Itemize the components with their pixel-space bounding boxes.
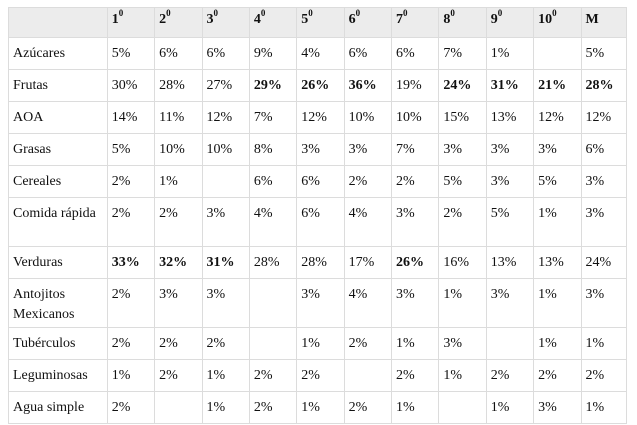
column-header-superscript: 0 bbox=[450, 8, 455, 19]
column-header-label: 9 bbox=[490, 12, 498, 27]
table-cell: 2% bbox=[344, 392, 391, 424]
table-row bbox=[9, 360, 627, 392]
table-cell: 1% bbox=[392, 392, 439, 424]
table-cell: 2% bbox=[107, 328, 154, 360]
column-header-label: 6 bbox=[348, 12, 356, 27]
table-cell: 3% bbox=[392, 198, 439, 247]
table-cell: 13% bbox=[534, 247, 581, 279]
column-header-label: 4 bbox=[253, 12, 261, 27]
table-cell: 6% bbox=[392, 38, 439, 70]
table-cell: 1% bbox=[581, 328, 626, 360]
header-corner bbox=[9, 8, 108, 38]
table-cell: 2% bbox=[486, 360, 533, 392]
table-cell: 8% bbox=[249, 134, 296, 166]
table-cell: 19% bbox=[392, 70, 439, 102]
table-cell: 1% bbox=[534, 279, 581, 328]
table-cell: 3% bbox=[344, 134, 391, 166]
column-header-superscript: 0 bbox=[166, 8, 171, 19]
table-header bbox=[9, 8, 627, 38]
table-cell bbox=[344, 360, 391, 392]
table-cell bbox=[486, 328, 533, 360]
table-cell: 3% bbox=[155, 279, 202, 328]
table-cell: 2% bbox=[107, 198, 154, 247]
table-cell: 2% bbox=[344, 166, 391, 198]
table-cell: 11% bbox=[155, 102, 202, 134]
table-cell: 21% bbox=[534, 70, 581, 102]
table-cell bbox=[249, 279, 296, 328]
table-cell: 3% bbox=[486, 134, 533, 166]
table-cell: 7% bbox=[439, 38, 486, 70]
column-header bbox=[249, 8, 296, 38]
column-header-label: 7 bbox=[396, 12, 404, 27]
row-label: Cereales bbox=[9, 166, 108, 198]
table-cell: 4% bbox=[249, 198, 296, 247]
column-header-superscript: 0 bbox=[552, 8, 557, 19]
table-row bbox=[9, 247, 627, 279]
column-header-superscript: 0 bbox=[497, 8, 503, 19]
table-cell: 6% bbox=[249, 166, 296, 198]
table-cell: 24% bbox=[439, 70, 486, 102]
table-cell: 2% bbox=[534, 360, 581, 392]
table-cell: 2% bbox=[202, 328, 249, 360]
column-header-label: 8 bbox=[443, 12, 451, 27]
column-header bbox=[392, 8, 439, 38]
row-label: Frutas bbox=[9, 70, 108, 102]
table-cell: 2% bbox=[155, 198, 202, 247]
column-header bbox=[486, 8, 533, 38]
table-cell: 29% bbox=[249, 70, 296, 102]
table-cell: 3% bbox=[439, 328, 486, 360]
table-cell: 4% bbox=[344, 279, 391, 328]
table-cell: 27% bbox=[202, 70, 249, 102]
table-cell: 3% bbox=[439, 134, 486, 166]
table-cell: 31% bbox=[486, 70, 533, 102]
row-label: Antojitos Mexicanos bbox=[9, 279, 108, 328]
table-cell: 6% bbox=[202, 38, 249, 70]
table-cell: 1% bbox=[581, 392, 626, 424]
table-cell: 1% bbox=[486, 38, 533, 70]
column-header-label: 5 bbox=[301, 12, 309, 27]
table-cell: 12% bbox=[581, 102, 626, 134]
table-cell: 3% bbox=[486, 166, 533, 198]
table-row bbox=[9, 38, 627, 70]
row-label: Grasas bbox=[9, 134, 108, 166]
table-cell: 2% bbox=[297, 360, 344, 392]
column-header-label: M bbox=[585, 12, 599, 27]
table-cell: 6% bbox=[297, 166, 344, 198]
column-header bbox=[297, 8, 344, 38]
column-header-superscript: 0 bbox=[213, 8, 219, 19]
table-cell: 1% bbox=[202, 392, 249, 424]
column-header bbox=[155, 8, 202, 38]
table-row bbox=[9, 134, 627, 166]
column-header bbox=[439, 8, 486, 38]
table-cell bbox=[155, 392, 202, 424]
row-label: Azúcares bbox=[9, 38, 108, 70]
table-cell: 3% bbox=[297, 279, 344, 328]
table-cell: 7% bbox=[249, 102, 296, 134]
table-cell: 1% bbox=[439, 279, 486, 328]
column-header bbox=[534, 8, 581, 38]
table-cell: 10% bbox=[155, 134, 202, 166]
row-label: Tubérculos bbox=[9, 328, 108, 360]
table-cell: 1% bbox=[486, 392, 533, 424]
table-cell: 4% bbox=[344, 198, 391, 247]
table-cell: 26% bbox=[392, 247, 439, 279]
table-row bbox=[9, 102, 627, 134]
table-cell: 2% bbox=[249, 360, 296, 392]
column-header-superscript: 0 bbox=[355, 8, 361, 19]
column-header-label: 3 bbox=[206, 12, 214, 27]
column-header-superscript: 0 bbox=[308, 8, 313, 19]
table-row bbox=[9, 70, 627, 102]
table-cell: 14% bbox=[107, 102, 154, 134]
table-cell: 36% bbox=[344, 70, 391, 102]
table-cell: 2% bbox=[107, 166, 154, 198]
table-cell: 1% bbox=[392, 328, 439, 360]
column-header bbox=[202, 8, 249, 38]
table-cell: 6% bbox=[155, 38, 202, 70]
row-label: Comida rápida bbox=[9, 198, 108, 247]
column-header-label: 10 bbox=[538, 12, 553, 27]
column-header bbox=[107, 8, 154, 38]
table-cell bbox=[202, 166, 249, 198]
row-label: AOA bbox=[9, 102, 108, 134]
table-cell: 2% bbox=[344, 328, 391, 360]
table-cell: 1% bbox=[297, 392, 344, 424]
table-row bbox=[9, 328, 627, 360]
table-cell: 13% bbox=[486, 247, 533, 279]
table-cell: 2% bbox=[107, 279, 154, 328]
column-header-label: 1 bbox=[111, 12, 119, 27]
table-cell: 1% bbox=[534, 198, 581, 247]
table-cell: 7% bbox=[392, 134, 439, 166]
row-label: Leguminosas bbox=[9, 360, 108, 392]
table-cell: 16% bbox=[439, 247, 486, 279]
column-header bbox=[581, 8, 626, 38]
table-cell: 6% bbox=[581, 134, 626, 166]
table-cell: 2% bbox=[155, 328, 202, 360]
table-cell: 13% bbox=[486, 102, 533, 134]
table-cell: 28% bbox=[249, 247, 296, 279]
row-label: Verduras bbox=[9, 247, 108, 279]
column-header-superscript: 0 bbox=[260, 8, 266, 19]
row-label: Agua simple bbox=[9, 392, 108, 424]
table-cell: 2% bbox=[107, 392, 154, 424]
header-row bbox=[9, 8, 627, 38]
table-cell: 1% bbox=[155, 166, 202, 198]
table-cell: 2% bbox=[392, 166, 439, 198]
table-cell: 2% bbox=[392, 360, 439, 392]
table-cell: 5% bbox=[439, 166, 486, 198]
table-cell: 3% bbox=[202, 198, 249, 247]
table-cell: 2% bbox=[439, 198, 486, 247]
table-cell: 2% bbox=[249, 392, 296, 424]
table-cell: 15% bbox=[439, 102, 486, 134]
table-body bbox=[9, 38, 627, 424]
table-cell: 1% bbox=[297, 328, 344, 360]
table-cell: 3% bbox=[581, 198, 626, 247]
table-cell: 4% bbox=[297, 38, 344, 70]
table-cell: 12% bbox=[534, 102, 581, 134]
column-header-label: 2 bbox=[159, 12, 167, 27]
table-cell: 2% bbox=[581, 360, 626, 392]
table-row bbox=[9, 279, 627, 328]
table-cell bbox=[534, 38, 581, 70]
table-cell: 9% bbox=[249, 38, 296, 70]
table-cell: 12% bbox=[202, 102, 249, 134]
table-row bbox=[9, 166, 627, 198]
table-cell: 5% bbox=[486, 198, 533, 247]
table-cell: 1% bbox=[107, 360, 154, 392]
column-header-superscript: 0 bbox=[118, 8, 124, 19]
table-cell: 28% bbox=[297, 247, 344, 279]
table-cell: 6% bbox=[297, 198, 344, 247]
table-cell: 5% bbox=[107, 134, 154, 166]
table-cell: 3% bbox=[581, 279, 626, 328]
table-cell: 3% bbox=[392, 279, 439, 328]
table-cell: 33% bbox=[107, 247, 154, 279]
table-cell: 31% bbox=[202, 247, 249, 279]
column-header-superscript: 0 bbox=[403, 8, 408, 19]
table-cell: 17% bbox=[344, 247, 391, 279]
table-cell: 12% bbox=[297, 102, 344, 134]
table-row bbox=[9, 392, 627, 424]
table-cell bbox=[249, 328, 296, 360]
table-cell: 5% bbox=[581, 38, 626, 70]
column-header bbox=[344, 8, 391, 38]
table-cell: 3% bbox=[581, 166, 626, 198]
table-cell: 28% bbox=[155, 70, 202, 102]
table-row bbox=[9, 198, 627, 247]
table-cell: 26% bbox=[297, 70, 344, 102]
table-cell: 3% bbox=[534, 134, 581, 166]
food-percentage-table bbox=[8, 7, 627, 424]
table-cell: 3% bbox=[486, 279, 533, 328]
table-cell bbox=[439, 392, 486, 424]
table-cell: 3% bbox=[534, 392, 581, 424]
table-cell: 10% bbox=[344, 102, 391, 134]
table-cell: 30% bbox=[107, 70, 154, 102]
table-cell: 28% bbox=[581, 70, 626, 102]
table-cell: 32% bbox=[155, 247, 202, 279]
table-cell: 24% bbox=[581, 247, 626, 279]
table-cell: 5% bbox=[107, 38, 154, 70]
table-cell: 1% bbox=[439, 360, 486, 392]
table-cell: 5% bbox=[534, 166, 581, 198]
table-cell: 2% bbox=[155, 360, 202, 392]
table-cell: 6% bbox=[344, 38, 391, 70]
table-cell: 3% bbox=[297, 134, 344, 166]
table-cell: 1% bbox=[534, 328, 581, 360]
table-cell: 1% bbox=[202, 360, 249, 392]
table-cell: 3% bbox=[202, 279, 249, 328]
table-cell: 10% bbox=[202, 134, 249, 166]
table-cell: 10% bbox=[392, 102, 439, 134]
